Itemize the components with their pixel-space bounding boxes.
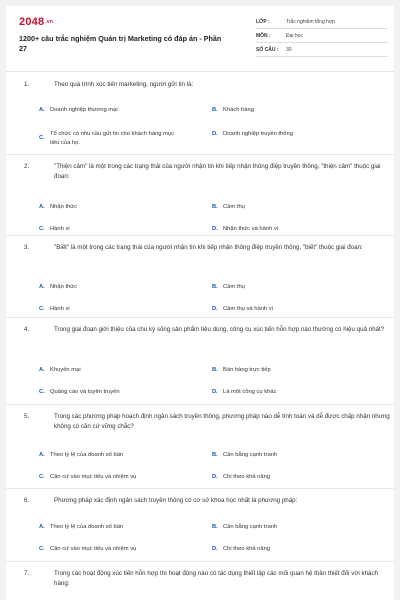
meta-label: LỚP : [256, 18, 270, 25]
question-divider [6, 488, 394, 489]
question-body: Trong các hoạt động xúc tiến hỗn hợp thì hoạt động nào có tác dụng thiết lập các mối quan hệ thân thiết đối với khách hàng: [54, 570, 379, 587]
question-body: Trong giai đoạn giới thiệu của chu kỳ sống sản phẩm tiêu dùng, công cụ xúc tiến hỗn hợp nào thường có hiệu quả nhất? [54, 326, 385, 333]
option-letter: A. [39, 107, 45, 113]
option-text: Doanh nghiệp truyền thông [223, 131, 293, 137]
option-letter: D. [212, 546, 218, 552]
option-letter: D. [212, 306, 218, 312]
option-text: Quảng cáo và tuyên truyền [50, 389, 120, 395]
option-text: Là một công cụ khác [223, 389, 277, 395]
question-text [24, 325, 385, 335]
meta-value: 30 [286, 46, 292, 53]
question-number: 4. [24, 326, 30, 333]
meta-row-subject [256, 29, 388, 43]
option-letter: B. [212, 107, 218, 113]
option-letter: C. [39, 389, 45, 395]
option-letter: D. [212, 389, 218, 395]
option-text: Cân bằng cạnh tranh [223, 524, 278, 530]
question-number: 6. [24, 497, 30, 504]
option-text: Nhận thức [50, 284, 78, 290]
meta-label: MÔN : [256, 32, 271, 39]
question-text [24, 412, 390, 432]
question-text [24, 80, 380, 90]
option-letter: A. [39, 452, 45, 458]
option-text: Chi theo khả năng [223, 546, 271, 552]
question-number: 1. [24, 81, 30, 88]
question-divider [6, 404, 394, 405]
option-letter: A. [39, 204, 45, 210]
meta-value: Đại học [286, 32, 303, 39]
question-text [24, 243, 380, 253]
option-letter: A. [39, 524, 45, 530]
option-letter: D. [212, 474, 218, 480]
option-text: Chi theo khả năng [223, 474, 271, 480]
document-title: 1200+ câu trắc nghiệm Quản trị Marketing có đáp án - Phần 27 [19, 34, 222, 53]
option-letter: B. [212, 284, 218, 290]
option-text: Bán hàng trực tiếp [223, 367, 271, 373]
document-page [6, 6, 394, 600]
option-text: Khuyến mại [50, 367, 81, 373]
question-number: 2. [24, 163, 30, 170]
option-letter: C. [39, 226, 45, 232]
option-letter: A. [39, 284, 45, 290]
option-letter: B. [212, 452, 218, 458]
option-text: Theo tỷ lệ của doanh số bán [50, 524, 124, 530]
question-body: Trong các phương pháp hoạch định ngân sách truyền thông, phương pháp nào dễ tính toán và dễ được chấp nhận nhưng không có căn cứ vững chắc? [54, 413, 390, 430]
option-text: Tổ chức có nhu cầu gửi tin cho khách hàng mục tiêu của họ. [50, 131, 175, 146]
option-text: Khách hàng [223, 107, 254, 113]
option-letter: C. [39, 135, 45, 141]
question-text [24, 162, 380, 182]
option-letter: C. [39, 474, 45, 480]
question-number: 7. [24, 570, 30, 577]
site-logo[interactable]: 2048.vn [19, 16, 54, 28]
option-letter: A. [39, 367, 45, 373]
option-text: Căn cứ vào mục tiêu và nhiệm vụ [50, 546, 137, 552]
option-text: Cảm thụ [223, 204, 245, 210]
option-text: Theo tỷ lệ của doanh số bán [50, 452, 124, 458]
option-text: Căn cứ vào mục tiêu và nhiệm vụ [50, 474, 137, 480]
option-text: Nhận thức [50, 204, 78, 210]
option-text: Cảm thụ [223, 284, 245, 290]
option-letter: B. [212, 524, 218, 530]
option-text: Doanh nghiệp thương mại [50, 107, 118, 113]
option-text: Hành vi [50, 226, 70, 232]
question-divider [6, 235, 394, 236]
question-body: Theo quá trình xúc tiến marketing, người gửi tin là: [54, 81, 194, 88]
question-number: 5. [24, 413, 30, 420]
option-letter: C. [39, 306, 45, 312]
question-text [24, 496, 380, 506]
meta-row-count [256, 43, 388, 57]
question-divider [6, 317, 394, 318]
option-text: Cảm thụ và hành vi [223, 306, 273, 312]
document-meta [256, 15, 388, 57]
question-body: Phương pháp xác định ngân sách truyền thông có cơ sở khoa học nhất là phương pháp: [54, 497, 298, 504]
question-divider [6, 154, 394, 155]
meta-value: Trắc nghiệm tổng hợp [286, 18, 335, 25]
question-body: "Thiện cảm" là một trong các trạng thái của người nhận tin khi tiếp nhận thông điệp truyền thông, "thiện cảm" thuộc giai đoạn: [54, 163, 381, 180]
question-body: "Biết" là một trong các trạng thái của người nhận tin khi tiếp nhận thông điệp truyền thông, "biết" thuộc giai đoạn: [54, 244, 363, 251]
question-text [24, 569, 380, 589]
question-divider [6, 561, 394, 562]
option-letter: D. [212, 226, 218, 232]
option-letter: D. [212, 131, 218, 137]
option-text: Nhận thức và hành vi [223, 226, 279, 232]
meta-row-class [256, 15, 388, 29]
meta-label: SỐ CÂU : [256, 46, 279, 53]
option-letter: C. [39, 546, 45, 552]
option-text: Cân bằng cạnh tranh [223, 452, 278, 458]
document-header [6, 6, 394, 72]
option-text: Hành vi [50, 306, 70, 312]
question-number: 3. [24, 244, 30, 251]
option-letter: B. [212, 204, 218, 210]
option-letter: B. [212, 367, 218, 373]
